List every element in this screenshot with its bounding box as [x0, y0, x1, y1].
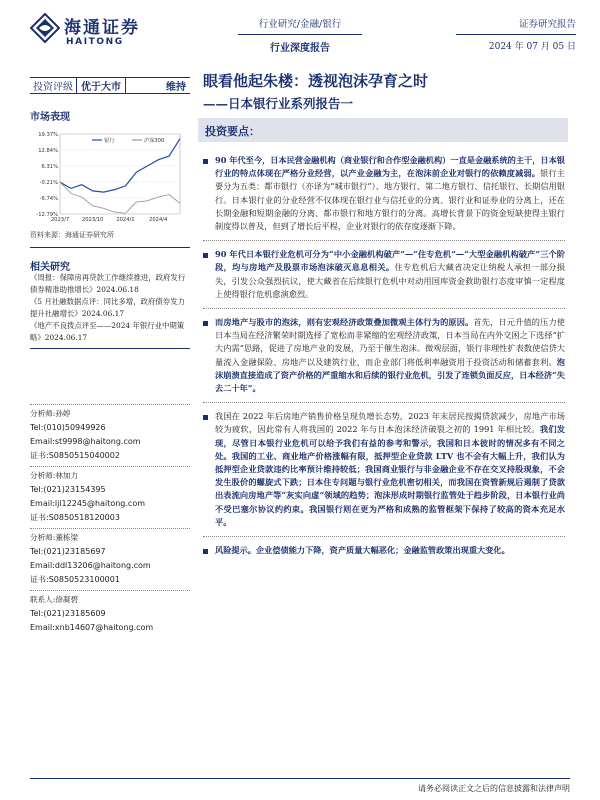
report-title: 眼看他起朱楼：透视泡沫孕育之时 [203, 72, 429, 90]
chart-source: 资料来源：海通证券研究所 [30, 231, 114, 239]
footer-divider [30, 778, 570, 779]
y-tick-label: -6.74% [39, 196, 58, 202]
rating-status: 维持 [166, 82, 186, 93]
bullet-icon [203, 159, 208, 164]
page-header [0, 0, 600, 62]
rating-value: 优于大市 [77, 78, 126, 93]
key-point-bold: 90 年代至今，日本民营金融机构（商业银行和合作型金融机构）一直是金融系统的主干，日本银行业的特点体现在严格分业经营，以产业金融为主，在泡沫前企业对银行的依赖度减弱。 [215, 155, 565, 179]
key-points-heading: 投资要点： [205, 125, 260, 138]
analyst-cert: 证书:S0850518120003 [30, 513, 120, 522]
report-category: 行业研究/金融/银行 [238, 16, 362, 35]
bullet-icon [203, 415, 208, 420]
legend-label: 沪深300 [144, 138, 165, 144]
report-subtitle: ——日本银行业系列报告一 [203, 96, 354, 111]
analyst-email[interactable]: Email:ddl13206@haitong.com [30, 561, 151, 570]
related-research-item[interactable]: 《周报：保障房再贷款工作继续推进，政府发行债券精准助推增长》2024.06.18 [30, 273, 186, 294]
report-label: 证券研究报告 [456, 16, 576, 35]
analyst-cert: 证书:S0850515040002 [30, 451, 120, 460]
analyst-email[interactable]: Email:xnb14607@haitong.com [30, 623, 154, 632]
key-point-paragraph [203, 316, 565, 395]
analyst-email[interactable]: Email:st9998@haitong.com [30, 437, 141, 446]
divider [30, 247, 190, 248]
key-point-paragraph [203, 248, 565, 301]
analyst-card [30, 528, 190, 587]
key-point-bold: 90 年代日本银行业危机可分为“中小金融机构破产”—“住专危机”—“大型金融机构破产”三个阶段，均与房地产及股票市场泡沫破灭息息相关。 [215, 249, 565, 273]
y-tick-label: 6.31% [41, 164, 58, 170]
analyst-name: 联系人:徐凝碧 [30, 595, 79, 604]
key-point-paragraph [203, 410, 565, 529]
x-tick-label: 2023/10 [81, 217, 104, 223]
rating-label: 投资评级 [30, 78, 77, 93]
haitong-logo-icon [30, 13, 60, 43]
key-points-body [203, 154, 565, 557]
analyst-tel: Tel:(021)23185697 [30, 547, 106, 556]
related-research-item[interactable]: 《5 月社融数据点评：同比多增，政府债券发力提升社融增长》2024.06.17 [30, 297, 185, 318]
bullet-icon [203, 253, 208, 258]
logo-chinese-name: 海通证券 [64, 18, 140, 38]
bullet-icon [203, 549, 208, 554]
market-performance-heading: 市场表现 [30, 112, 70, 123]
divider [203, 240, 565, 241]
series-line-bank [60, 139, 180, 192]
analyst-contacts [30, 404, 190, 638]
bullet-icon [203, 321, 208, 326]
divider [203, 308, 565, 309]
legend-label: 银行 [104, 138, 115, 144]
plot-frame [60, 134, 180, 214]
series-line-csi300 [60, 182, 180, 213]
header-category-block [238, 16, 362, 54]
analyst-card [30, 404, 190, 463]
company-logo [30, 11, 140, 55]
report-type: 行业深度报告 [270, 43, 330, 54]
y-tick-label: -12.79% [36, 212, 58, 218]
key-point-bold: 泡沫崩溃直接造成了资产价格的严重缩水和后续的银行业危机，引发了连锁负面反应，日本经济“失去二十年”。 [215, 356, 565, 394]
key-point-text: 我国在 2022 年后房地产销售价格呈现负增长态势，2023 年末居民按揭贷款减少，房地产市场较为疲软，因此常有人将我国的 2022 年与日本泡沫经济破裂之初的 1991 年相比较。 [215, 411, 565, 435]
x-tick-label: 2024/1 [116, 217, 135, 223]
key-point-bold: 而房地产与股市的泡沫，则有宏观经济政策叠加微观主体行为的原因。 [215, 317, 474, 328]
key-point-bold: 风险提示。企业偿债能力下降，资产质量大幅恶化；金融监管政策出现重大变化。 [215, 545, 510, 556]
key-point-text: 银行主要分为五类：都市银行（亦译为“城市银行”）、地方银行、第二地方银行、信托银行、长期信用银行。日本银行业的分业经营不仅体现在银行业与信托业的分离、银行业和证券业的分离上，还在长期金融和短期金融的分离、都市银行和地方银行的分离。高增长背景下的资金短缺使得主银行制度得以普及，但到了增长后平程，企业对银行的依存度逐渐下降。 [215, 168, 565, 232]
analyst-name: 分析师:孙婷 [30, 409, 71, 418]
analyst-name: 分析师:董栋梁 [30, 533, 79, 542]
analyst-card [30, 590, 190, 635]
divider [203, 536, 565, 537]
analyst-email[interactable]: Email:ljl12245@haitong.com [30, 499, 146, 508]
key-point-paragraph [203, 544, 565, 557]
investment-rating [30, 77, 190, 94]
divider [30, 348, 190, 349]
logo-english-name: HAITONG [66, 37, 124, 47]
report-date: 2024 年 07 月 05 日 [488, 42, 576, 52]
key-point-bold: 我们发现，尽管日本银行业危机可以给予我们有益的参考和警示，我国和日本彼时的情况多有不同之处。我国的工业、商业地产价格涨幅有限，抵押型企业贷款 LTV 也不会有大幅上升，我们认为抵押型企业贷款违约比率预计维持较低；我国商业银行与非金融企业不存在交叉持股现象，不会发生股价的螺旋式下跌；日本住专问题与银行业危机密切相关，而我国在资管新规后遏制了贷款出表流向房地产等“灰实向虚”领域的趋势；泡沫形成时期银行监管处于趋步阶段，日本银行业尚不受巴塞尔协议约约束。我国银行则在更为严格和成熟的监管框架下保持了较高的资本充足水平。 [215, 424, 565, 527]
key-point-text: 住专危机后大藏省决定让纳税人承担一部分损失，引发公众强烈抗议，使大藏省在后续银行危机中对动用国库资金救助银行态度审慎一定程度上使得银行危机愈演愈烈。 [215, 262, 565, 299]
y-tick-label: 19.37% [38, 132, 58, 138]
related-research-item[interactable]: 《地产不良拨点评至——2024 年银行业中期策略》2024.06.17 [30, 321, 185, 342]
key-point-text: 首先，日元升值的压力使日本当局在经济繁荣时期选择了宽松而非紧缩的宏观经济政策，日本当局在内外交困之下选择“扩大内需”思路，促进了房地产业的发展，乃至于催生泡沫。微观层面，银行非理性扩表数使信贷大量流入金融保险、房地产以及建筑行业，而企业部门将低利率融资用于投资活动和储蓄套利。 [215, 317, 565, 367]
analyst-tel: Tel:(010)50949926 [30, 423, 106, 432]
x-tick-label: 2024/4 [149, 217, 168, 223]
y-tick-label: 12.84% [38, 148, 58, 154]
analyst-cert: 证书:S0850523100001 [30, 575, 120, 584]
market-performance-chart [30, 126, 190, 228]
divider [203, 402, 565, 403]
analyst-tel: Tel:(021)23154395 [30, 485, 106, 494]
analyst-name: 分析师:林加力 [30, 471, 79, 480]
x-tick-label: 2023/7 [50, 217, 70, 223]
analyst-tel: Tel:(021)23185609 [30, 609, 106, 618]
y-tick-label: -0.21% [39, 180, 58, 186]
related-research-list [30, 272, 190, 344]
analyst-card [30, 466, 190, 525]
disclaimer-footer: 请务必阅读正文之后的信息披露和法律声明 [418, 784, 570, 793]
related-research-heading: 相关研究 [30, 262, 70, 273]
key-point-paragraph [203, 154, 565, 233]
header-date-block [456, 16, 576, 52]
